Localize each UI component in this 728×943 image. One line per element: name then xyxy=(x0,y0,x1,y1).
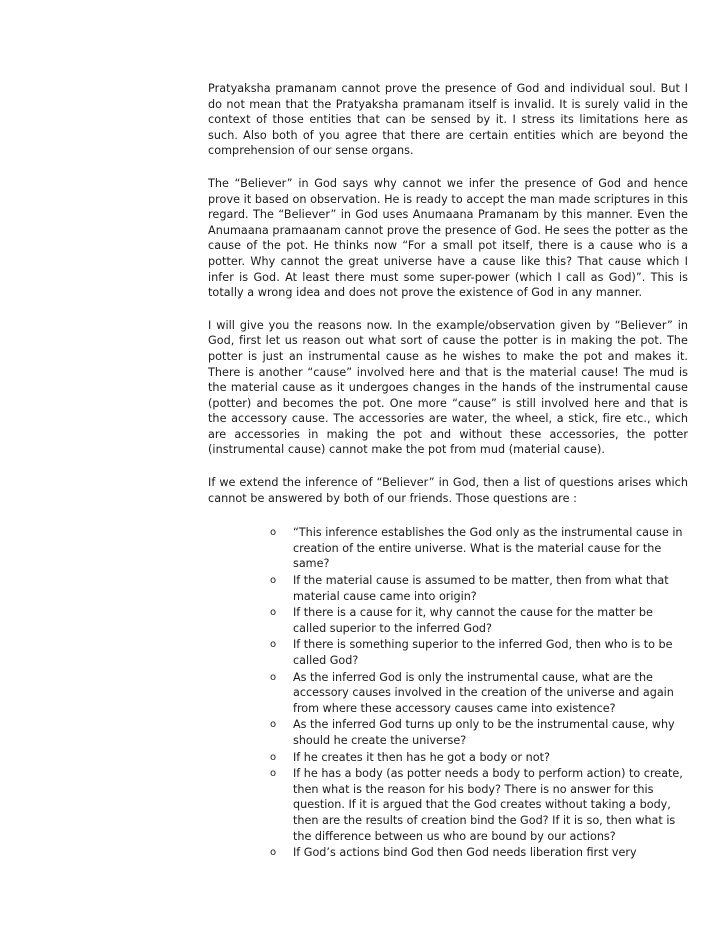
question-text: If the material cause is assumed to be matter, then from what that material cause came into origin? xyxy=(293,574,669,603)
list-item xyxy=(208,717,688,748)
paragraph-pratyaksha: Pratyaksha pramanam cannot prove the presence of God and individual soul. But I do not mean that the Pratyaksha pramanam itself is invalid. It is surely valid in the context of those entities that can be sensed by it. I stress its limitations here as such. Also both of you agree that there are certain entities which are beyond the comprehension of our sense organs. xyxy=(208,82,688,158)
question-text: If he creates it then has he got a body or not? xyxy=(293,750,550,764)
bullet-icon: o xyxy=(270,671,277,683)
paragraph-questions-intro: If we extend the inference of “Believer” in God, then a list of questions arises which cannot be answered by both of our friends. Those questions are : xyxy=(208,476,688,505)
bullet-icon: o xyxy=(270,768,277,780)
list-item xyxy=(208,845,688,861)
paragraph-reasons: I will give you the reasons now. In the example/observation given by “Believer” in God, first let us reason out what sort of cause the potter is in making the pot. The potter is just an instrumental cause as he wishes to make the pot and makes it. There is another “cause” involved here and that is the material cause! The mud is the material cause as it undergoes changes in the hands of the instrumental cause (potter) and becomes the pot. One more “cause” is still involved here and that is the accessory cause. The accessories are water, the wheel, a stick, fire etc., which are accessories in making the pot and without these accessories, the potter (instrumental cause) cannot make the pot from mud (material cause). xyxy=(208,318,688,457)
list-item xyxy=(208,750,688,766)
list-item xyxy=(208,525,688,572)
questions-list xyxy=(208,525,688,860)
bullet-icon: o xyxy=(270,719,277,731)
question-text: If there is something superior to the inferred God, then who is to be called God? xyxy=(293,638,673,667)
question-text: As the inferred God is only the instrumental cause, what are the accessory causes involved in the creation of the universe and again from where these accessory causes came into existence? xyxy=(293,670,674,715)
question-text: If God’s actions bind God then God needs liberation first very xyxy=(293,846,637,860)
paragraph-believer-inference: The “Believer” in God says why cannot we infer the presence of God and hence prove it based on observation. He is ready to accept the man made scriptures in this regard. The “Believer” in God uses Anumaana Pramanam by this manner. Even the Anumaana pramaanam cannot prove the presence of God. He sees the potter as the cause of the pot. He thinks now “For a small pot itself, there is a cause who is a potter. Why cannot the great universe have a cause like this? That cause which I infer is God. At least there must some super-power (which I call as God)”. This is totally a wrong idea and does not prove the existence of God in any manner. xyxy=(208,176,688,300)
bullet-icon: o xyxy=(270,751,277,763)
question-text: As the inferred God turns up only to be the instrumental cause, why should he create the universe? xyxy=(293,718,675,747)
bullet-icon: o xyxy=(270,575,277,587)
list-item xyxy=(208,605,688,636)
list-item xyxy=(208,637,688,668)
bullet-icon: o xyxy=(270,527,277,539)
question-text: If there is a cause for it, why cannot the cause for the matter be called superior to the inferred God? xyxy=(293,606,653,635)
bullet-icon: o xyxy=(270,639,277,651)
bullet-icon: o xyxy=(270,847,277,859)
bullet-icon: o xyxy=(270,607,277,619)
question-text: If he has a body (as potter needs a body to perform action) to create, then what is the reason for his body? There is no answer for this question. If it is argued that the God creates without taking a body, then are the results of creation bind the God? If it is so, then what is the difference between us who are bound by our actions? xyxy=(293,767,683,843)
list-item xyxy=(208,766,688,844)
question-text: “This inference establishes the God only as the instrumental cause in creation of the entire universe. What is the material cause for the same? xyxy=(293,526,683,571)
list-item xyxy=(208,670,688,717)
list-item xyxy=(208,573,688,604)
